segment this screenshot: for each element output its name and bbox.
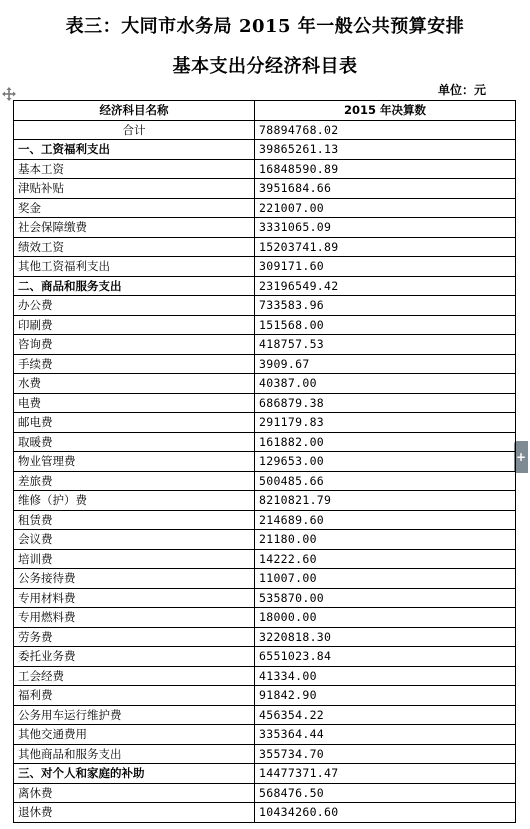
amount-cell: 335364.44: [255, 725, 516, 745]
page-title: 表三：大同市水务局 2015 年一般公共预算安排: [65, 16, 465, 37]
total-row: [14, 120, 516, 140]
amount-cell: 3951684.66: [255, 179, 516, 199]
item-name-cell: 会议费: [14, 530, 255, 550]
item-name-cell: 专用燃料费: [14, 608, 255, 628]
item-name-cell: 津贴补贴: [14, 179, 255, 199]
item-name-cell: 其他工资福利支出: [14, 257, 255, 277]
table-row: [14, 471, 516, 491]
amount-cell: 40387.00: [255, 374, 516, 394]
move-arrows-icon[interactable]: [2, 86, 16, 100]
table-row: [14, 374, 516, 394]
table-row: [14, 393, 516, 413]
expand-tab-button[interactable]: [514, 441, 528, 473]
amount-cell: 733583.96: [255, 296, 516, 316]
amount-cell: 535870.00: [255, 588, 516, 608]
section-row: [14, 764, 516, 784]
amount-cell: 221007.00: [255, 198, 516, 218]
table-row: [14, 257, 516, 277]
amount-cell: 214689.60: [255, 510, 516, 530]
table-header-row: [14, 101, 516, 121]
table-row: [14, 549, 516, 569]
amount-cell: 91842.90: [255, 686, 516, 706]
table-row: [14, 666, 516, 686]
table-row: [14, 354, 516, 374]
item-name-cell: 社会保障缴费: [14, 218, 255, 238]
item-name-cell: 离休费: [14, 783, 255, 803]
table-row: [14, 432, 516, 452]
table-row: [14, 783, 516, 803]
amount-cell: 309171.60: [255, 257, 516, 277]
item-name-cell: 公务接待费: [14, 569, 255, 589]
table-row: [14, 452, 516, 472]
item-name-cell: 水费: [14, 374, 255, 394]
unit-label: 单位：元: [437, 83, 486, 97]
table-row: [14, 569, 516, 589]
amount-cell: 500485.66: [255, 471, 516, 491]
table-row: [14, 647, 516, 667]
table-row: [14, 803, 516, 823]
amount-cell: 23196549.42: [255, 276, 516, 296]
table-row: [14, 159, 516, 179]
item-name-cell: 二、商品和服务支出: [14, 276, 255, 296]
amount-cell: 39865261.13: [255, 140, 516, 160]
amount-cell: 686879.38: [255, 393, 516, 413]
amount-cell: 14477371.47: [255, 764, 516, 784]
amount-cell: 10434260.60: [255, 803, 516, 823]
table-row: [14, 237, 516, 257]
amount-cell: 21180.00: [255, 530, 516, 550]
amount-cell: 355734.70: [255, 744, 516, 764]
item-name-cell: 物业管理费: [14, 452, 255, 472]
amount-cell: 78894768.02: [255, 120, 516, 140]
table-row: [14, 530, 516, 550]
item-name-cell: 绩效工资: [14, 237, 255, 257]
amount-cell: 161882.00: [255, 432, 516, 452]
item-name-cell: 一、工资福利支出: [14, 140, 255, 160]
item-name-cell: 基本工资: [14, 159, 255, 179]
header-amount: 2015 年决算数: [255, 101, 516, 121]
amount-cell: 418757.53: [255, 335, 516, 355]
table-row: [14, 744, 516, 764]
section-row: [14, 140, 516, 160]
amount-cell: 151568.00: [255, 315, 516, 335]
table-row: [14, 413, 516, 433]
amount-cell: 3220818.30: [255, 627, 516, 647]
amount-cell: 6551023.84: [255, 647, 516, 667]
item-name-cell: 三、对个人和家庭的补助: [14, 764, 255, 784]
budget-table: [13, 100, 516, 823]
table-row: [14, 588, 516, 608]
table-row: [14, 627, 516, 647]
item-name-cell: 公务用车运行维护费: [14, 705, 255, 725]
item-name-cell: 租赁费: [14, 510, 255, 530]
item-name-cell: 其他交通费用: [14, 725, 255, 745]
item-name-cell: 办公费: [14, 296, 255, 316]
table-row: [14, 491, 516, 511]
table-row: [14, 725, 516, 745]
amount-cell: 3909.67: [255, 354, 516, 374]
item-name-cell: 奖金: [14, 198, 255, 218]
item-name-cell: 专用材料费: [14, 588, 255, 608]
table-row: [14, 198, 516, 218]
item-name-cell: 其他商品和服务支出: [14, 744, 255, 764]
plus-icon: +: [515, 450, 527, 464]
amount-cell: 568476.50: [255, 783, 516, 803]
page-subtitle: 基本支出分经济科目表: [172, 56, 358, 77]
table-row: [14, 218, 516, 238]
table-row: [14, 686, 516, 706]
item-name-cell: 福利费: [14, 686, 255, 706]
item-name-cell: 工会经费: [14, 666, 255, 686]
amount-cell: 11007.00: [255, 569, 516, 589]
item-name-cell: 印刷费: [14, 315, 255, 335]
table-row: [14, 510, 516, 530]
item-name-cell: 退休费: [14, 803, 255, 823]
header-item-name: 经济科目名称: [14, 101, 255, 121]
amount-cell: 16848590.89: [255, 159, 516, 179]
amount-cell: 3331065.09: [255, 218, 516, 238]
item-name-cell: 维修（护）费: [14, 491, 255, 511]
amount-cell: 41334.00: [255, 666, 516, 686]
item-name-cell: 委托业务费: [14, 647, 255, 667]
table-row: [14, 296, 516, 316]
amount-cell: 15203741.89: [255, 237, 516, 257]
item-name-cell: 差旅费: [14, 471, 255, 491]
amount-cell: 8210821.79: [255, 491, 516, 511]
item-name-cell: 合计: [14, 120, 255, 140]
item-name-cell: 手续费: [14, 354, 255, 374]
table-row: [14, 705, 516, 725]
table-row: [14, 335, 516, 355]
amount-cell: 14222.60: [255, 549, 516, 569]
section-row: [14, 276, 516, 296]
table-row: [14, 315, 516, 335]
amount-cell: 456354.22: [255, 705, 516, 725]
item-name-cell: 取暖费: [14, 432, 255, 452]
amount-cell: 129653.00: [255, 452, 516, 472]
item-name-cell: 邮电费: [14, 413, 255, 433]
table-row: [14, 179, 516, 199]
item-name-cell: 劳务费: [14, 627, 255, 647]
item-name-cell: 电费: [14, 393, 255, 413]
amount-cell: 18000.00: [255, 608, 516, 628]
item-name-cell: 咨询费: [14, 335, 255, 355]
item-name-cell: 培训费: [14, 549, 255, 569]
amount-cell: 291179.83: [255, 413, 516, 433]
table-row: [14, 608, 516, 628]
